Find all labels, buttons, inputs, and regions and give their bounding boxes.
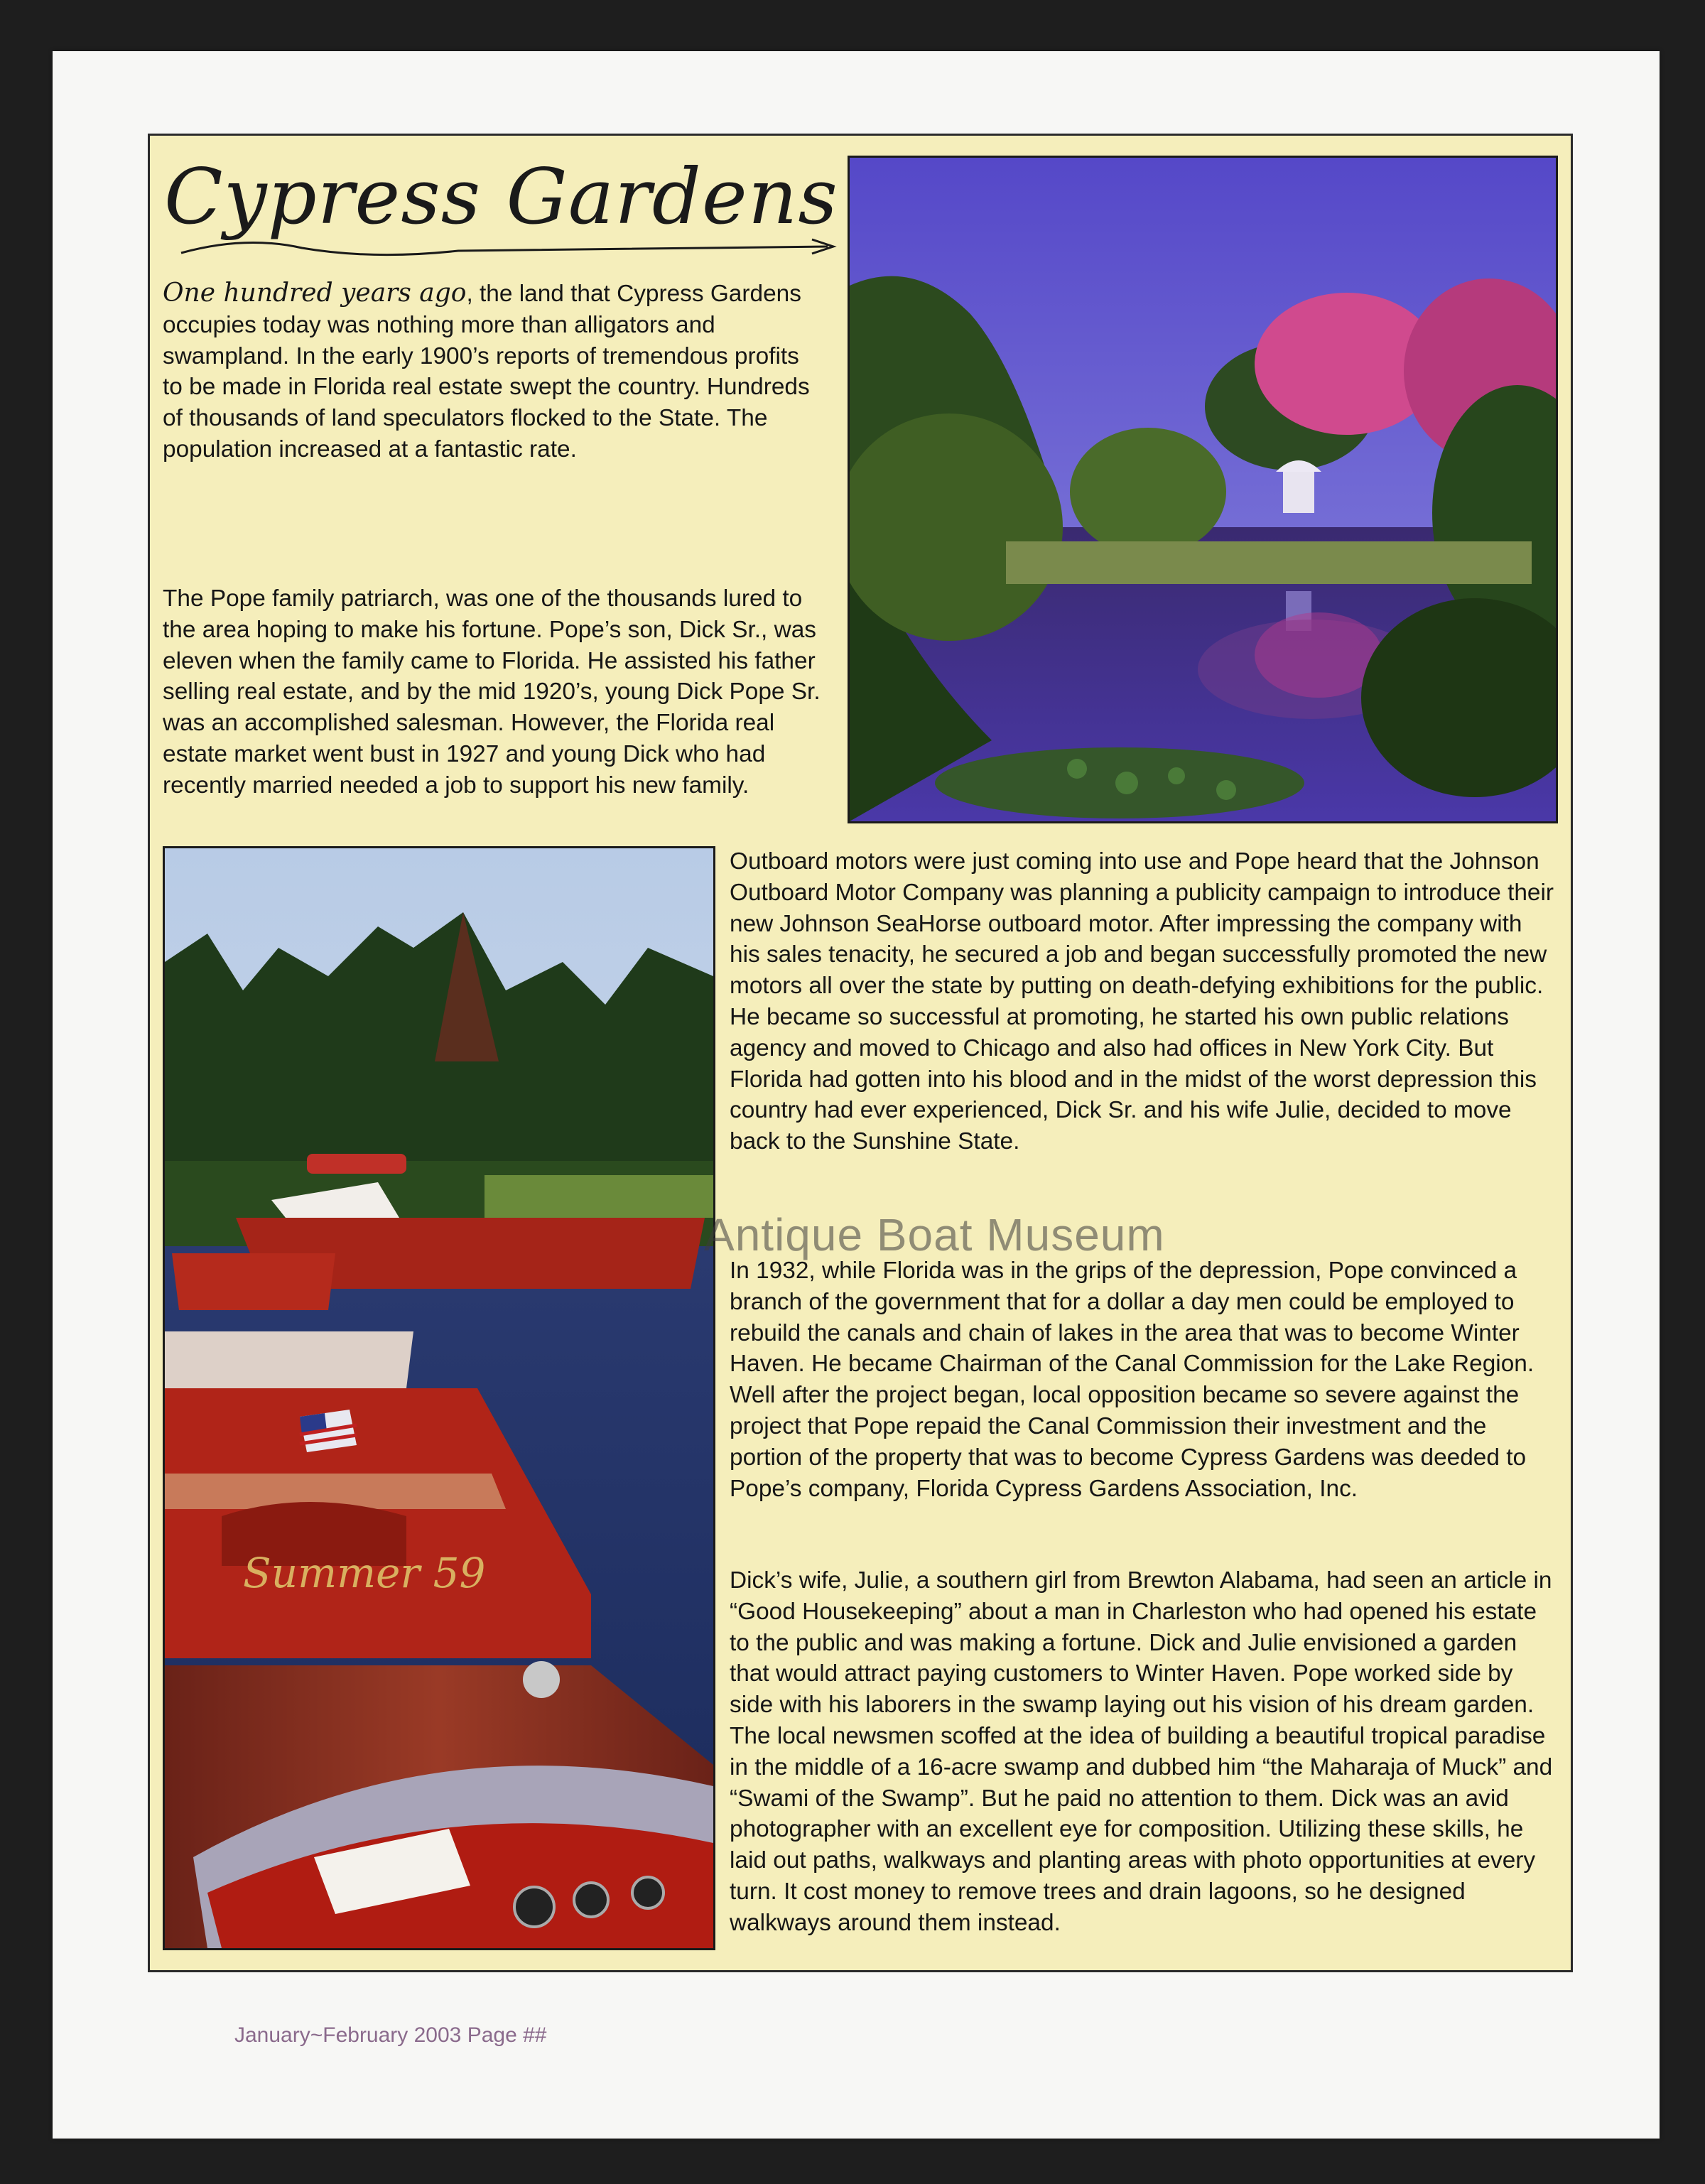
intro-text: , the land that Cypress Gardens occupies today was nothing more than alligators and swampland. In the early 1900’s reports of tremendous profits to be made in Florida real estate swept the country. Hundreds of thousands of land speculators flocked to the State. The population increased at a fantastic rate. — [163, 281, 810, 463]
magazine-page — [53, 51, 1660, 2139]
paragraph-intro — [163, 278, 823, 465]
paragraph-canal-commission: In 1932, while Florida was in the grips of the depression, Pope convinced a branch of the government that for a dollar a day men could be employed to rebuild the canals and chain of lakes in the area that was to become Winter Haven. He became Chairman of the Canal Commission for the Lake Region. Well after the project began, local opposition became so severe against the project that Pope repaid the Canal Commission their investment and the portion of the property that was to become Cypress Gardens was deeded to Pope’s company, Florida Cypress Gardens Association, Inc. — [730, 1258, 1534, 1502]
page-footer: January~February 2003 Page ## — [234, 2023, 547, 2047]
paragraph-pope-family: The Pope family patriarch, was one of the thousands lured to the area hoping to make his fortune. Pope’s son, Dick Sr., was eleven when the family came to Florida. He assisted his father selling real estate, and by the mid 1920’s, young Dick Pope Sr. was an accomplished salesman. However, the Florida real estate market went bust in 1927 and young Dick who had recently married needed a job to support his new family. — [163, 585, 821, 799]
garden-gazebo-photo — [848, 156, 1558, 823]
boat-name-label: Summer 59 — [243, 1549, 486, 1597]
antique-boats-photo — [163, 846, 715, 1950]
lead-in-script: One hundred years ago — [163, 279, 467, 308]
article-title: Cypress Gardens — [164, 153, 838, 242]
article-panel — [148, 134, 1573, 1972]
paragraph-garden-vision: Dick’s wife, Julie, a southern girl from Brewton Alabama, had seen an article in “Good Housekeeping” about a man in Charleston who had opened his estate to the public and was making a fortune. Dick and Julie envisioned a garden that would attract paying customers to Winter Haven. Pope worked side by side with his laborers in the swamp laying out his vision of his dream garden. The local newsmen scoffed at the idea of building a beautiful tropical paradise in the middle of a 16-acre swamp and dubbed him “the Maharaja of Muck” and “Swami of the Swamp”. But he paid no attention to them. Dick was an avid photographer with an excellent eye for composition. Utilizing these skills, he laid out paths, walkways and planting areas with photo opportunities at every turn. It cost money to remove trees and drain lagoons, so he designed walkways around them instead. — [730, 1567, 1553, 1936]
title-underline-arrow — [160, 185, 842, 271]
paragraph-outboard-motors: Outboard motors were just coming into use and Pope heard that the Johnson Outboard Motor Company was planning a publicity campaign to introduce their new Johnson SeaHorse outboard motor. After impressing the company with his sales tenacity, he secured a job and began successfully promoted the new motors all over the state by putting on death-defying exhibitions for the public. He became so successful at promoting, he started his own public relations agency and moved to Chicago and also had offices in New York City. But Florida had gotten into his blood and in the midst of the worst depression this country had ever experienced, Dick Sr. and his wife Julie, decided to move back to the Sunshine State. — [730, 848, 1554, 1155]
watermark: Antique Boat Museum — [704, 1209, 1165, 1260]
